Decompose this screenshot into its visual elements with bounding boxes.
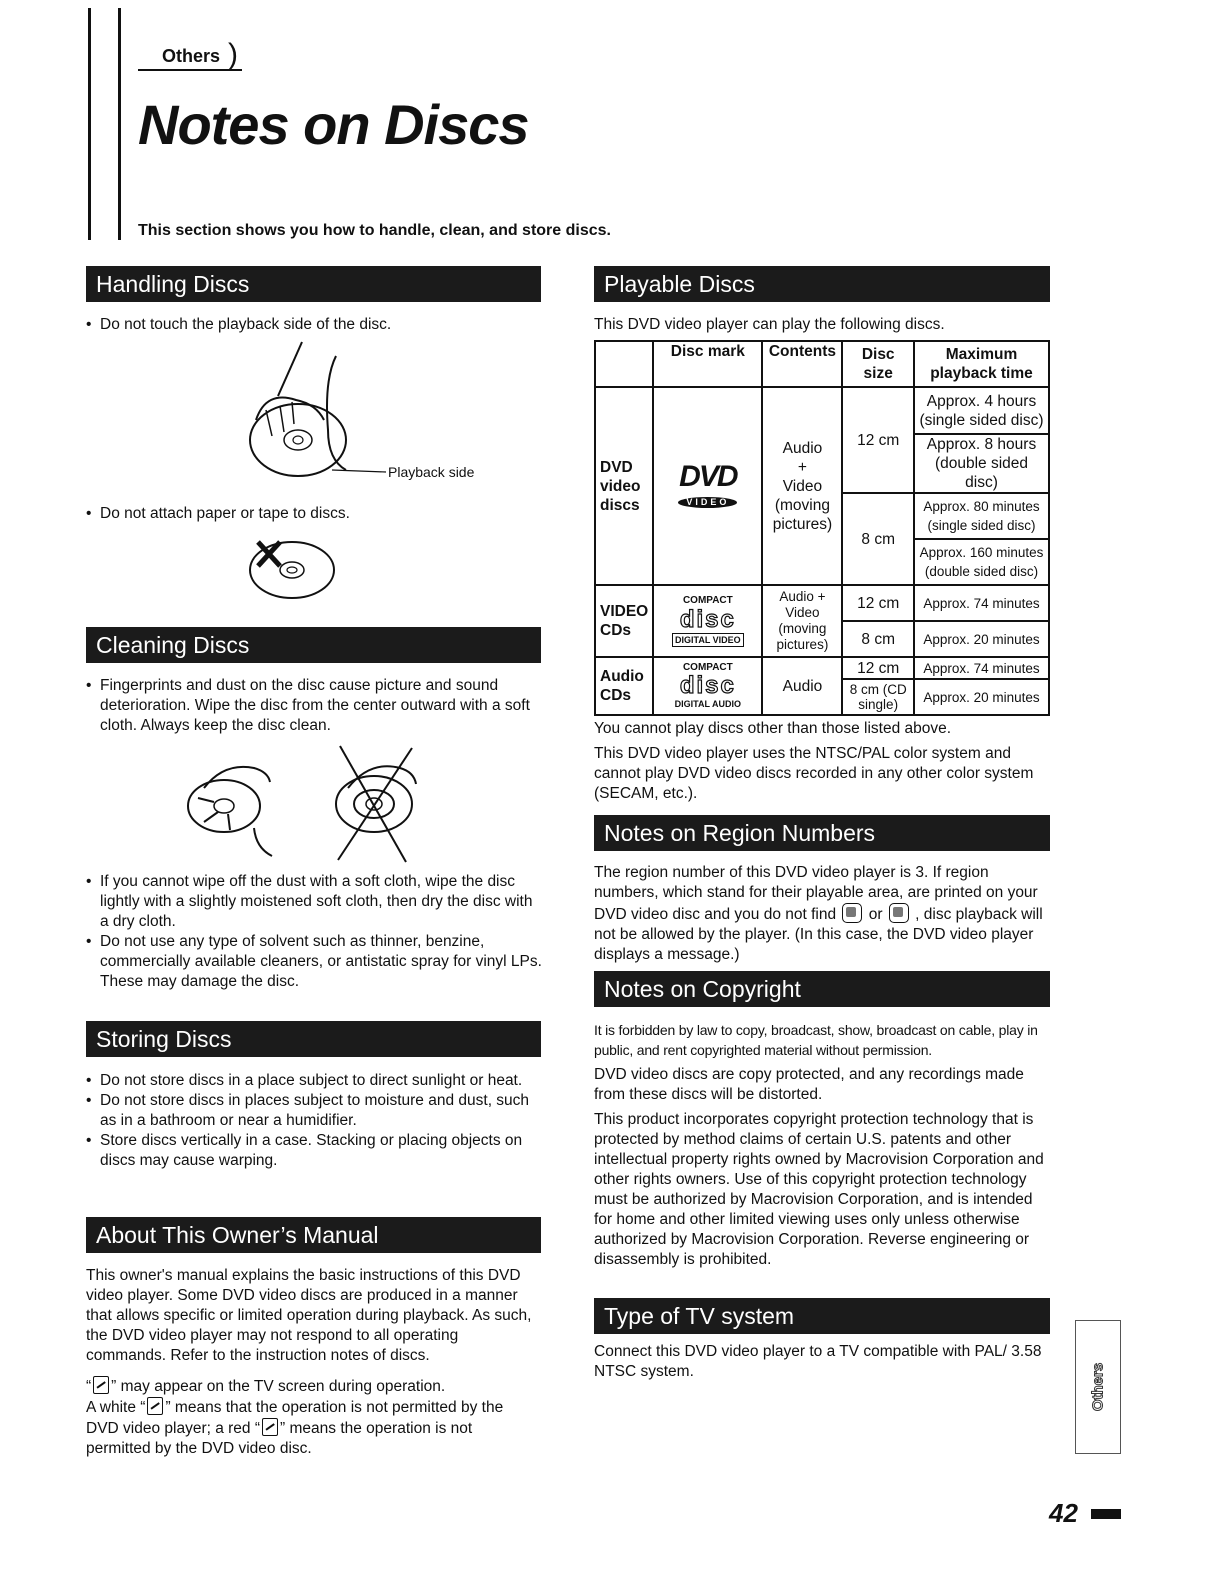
disc-wipe-wrong-illustration <box>328 744 424 864</box>
acd-size-12: 12 cm <box>842 657 914 679</box>
playable-note-1: You cannot play discs other than those listed above. <box>594 720 952 737</box>
about-text <box>86 1266 536 1459</box>
dvd-video-logo: DVD VIDEO <box>653 387 762 585</box>
dvd-time-3: Approx. 80 minutes (single sided disc) <box>914 493 1049 539</box>
row-label-dvd: DVD video discs <box>595 387 653 585</box>
heading-playable: Playable Discs <box>594 266 1050 302</box>
disc-no-tape-illustration <box>246 536 338 602</box>
heading-storing: Storing Discs <box>86 1021 541 1057</box>
dvd-time-2: Approx. 8 hours (double sided disc) <box>914 434 1049 493</box>
copyright-para-3: This product incorporates copyright protection technology that is protected by method claims of certain U.S. patents and other intellectual property rights owned by Macrovision Corporation and other rights owners. Use of this copyright protection technology must be authorized by Macrovision Corporation, and is intended for home and other limited viewing uses only unless otherwise authorized by Macrovision Corporation. Reverse engineering or disassembly is prohibited. <box>594 1111 1044 1268</box>
region-text: The region number of this DVD video player is 3. If region numbers, which stand for their playable area, are printed on your DVD video disc and you do not find or , disc playback will not be allowed by the player. (In this case, the DVD video player displays a message.) <box>594 864 1043 963</box>
side-tab-others: Others <box>1075 1320 1121 1454</box>
vcd-contents: Audio + Video (moving pictures) <box>762 585 842 657</box>
handling-bullet-1: • Do not touch the playback side of the disc. <box>86 315 541 335</box>
margin-bar-2 <box>118 8 121 240</box>
header-disc-mark: Disc mark <box>653 341 762 387</box>
vcd-time-1: Approx. 74 minutes <box>914 585 1049 621</box>
about-para-2: “ ” may appear on the TV screen during operation. A white “ ” means that the operation is not permitted by the DVD video player; a red “ ” means the operation is not permitted by the DVD video disc. <box>86 1378 504 1457</box>
playable-intro: This DVD video player can play the following discs. <box>594 316 945 333</box>
prohibited-icon <box>262 1418 278 1436</box>
heading-tv-system: Type of TV system <box>594 1298 1050 1334</box>
acd-contents: Audio <box>762 657 842 715</box>
playable-notes <box>594 719 1054 804</box>
video-cd-logo: COMPACT disc DIGITAL VIDEO <box>653 585 762 657</box>
page-number-bar <box>1091 1509 1121 1519</box>
playback-side-label: Playback side <box>388 464 475 480</box>
storing-bullet-2: • Do not store discs in places subject to moisture and dust, such as in a bathroom or near a humidifier. <box>86 1091 536 1131</box>
page-number: 42 <box>1049 1498 1078 1528</box>
playable-note-2: This DVD video player uses the NTSC/PAL color system and cannot play DVD video discs recorded in any other color system (SECAM, etc.). <box>594 745 1034 802</box>
disc-handling-illustration <box>236 340 396 490</box>
acd-time-2: Approx. 20 minutes <box>914 679 1049 715</box>
row-label-vcd: VIDEO CDs <box>595 585 653 657</box>
heading-handling: Handling Discs <box>86 266 541 302</box>
acd-size-8: 8 cm (CD single) <box>842 679 914 715</box>
section-label: Others ) <box>138 46 242 71</box>
vcd-time-2: Approx. 20 minutes <box>914 621 1049 657</box>
dvd-time-4: Approx. 160 minutes (double sided disc) <box>914 539 1049 585</box>
header-contents: Contents <box>762 341 842 387</box>
about-para-1: This owner's manual explains the basic instructions of this DVD video player. Some DVD video discs are produced in a manner that allows specific or limited operation during playback. As such, the DVD video player may not respond to all operating commands. Refer to the instruction notes of discs. <box>86 1267 532 1364</box>
dvd-contents: Audio + Video (moving pictures) <box>762 387 842 585</box>
intro-text: This section shows you how to handle, clean, and store discs. <box>138 222 611 239</box>
page-title: Notes on Discs <box>138 93 529 156</box>
playable-discs-table <box>594 340 1050 716</box>
region-all-icon <box>889 903 909 923</box>
disc-wipe-correct-illustration <box>184 748 274 858</box>
cleaning-bullets-2-3 <box>86 872 544 992</box>
dvd-size-12: 12 cm <box>842 387 914 493</box>
row-label-audio-cd: Audio CDs <box>595 657 653 715</box>
cleaning-bullet-2: • If you cannot wipe off the dust with a soft cloth, wipe the disc lightly with a slightly moistened soft cloth, then dry the disc with a dry cloth. <box>86 872 544 932</box>
header-disc-size: Disc size <box>842 341 914 387</box>
heading-about: About This Owner’s Manual <box>86 1217 541 1253</box>
storing-bullet-3: • Store discs vertically in a case. Stacking or placing objects on discs may cause warping. <box>86 1131 536 1171</box>
heading-region: Notes on Region Numbers <box>594 815 1050 851</box>
prohibited-icon <box>93 1376 109 1394</box>
vcd-size-8: 8 cm <box>842 621 914 657</box>
storing-bullets <box>86 1071 536 1171</box>
heading-copyright: Notes on Copyright <box>594 971 1050 1007</box>
heading-cleaning: Cleaning Discs <box>86 627 541 663</box>
tv-system-text: Connect this DVD video player to a TV compatible with PAL/ 3.58 NTSC system. <box>594 1343 1042 1380</box>
acd-time-1: Approx. 74 minutes <box>914 657 1049 679</box>
audio-cd-logo: COMPACT disc DIGITAL AUDIO <box>653 657 762 715</box>
dvd-size-8: 8 cm <box>842 493 914 585</box>
header-max-playback: Maximum playback time <box>914 341 1049 387</box>
storing-bullet-1: • Do not store discs in a place subject to direct sunlight or heat. <box>86 1071 536 1091</box>
copyright-para-2: DVD video discs are copy protected, and any recordings made from these discs will be distorted. <box>594 1066 1024 1103</box>
dvd-time-1: Approx. 4 hours (single sided disc) <box>914 387 1049 434</box>
vcd-size-12: 12 cm <box>842 585 914 621</box>
prohibited-icon <box>147 1397 163 1415</box>
cleaning-bullet-1: • Fingerprints and dust on the disc cause picture and sound deterioration. Wipe the disc from the center outward with a soft cloth. Always keep the disc clean. <box>86 676 541 736</box>
copyright-text <box>594 1020 1050 1270</box>
margin-bar-1 <box>88 8 91 240</box>
cleaning-bullet-3: • Do not use any type of solvent such as thinner, benzine, commercially available cleaners, or antistatic spray for vinyl LPs. These may damage the disc. <box>86 932 544 992</box>
handling-bullet-2: • Do not attach paper or tape to discs. <box>86 504 541 524</box>
region-3-icon <box>842 903 862 923</box>
copyright-para-1: It is forbidden by law to copy, broadcast, show, broadcast on cable, play in public, and rent copyrighted material without permission. <box>594 1022 1038 1058</box>
